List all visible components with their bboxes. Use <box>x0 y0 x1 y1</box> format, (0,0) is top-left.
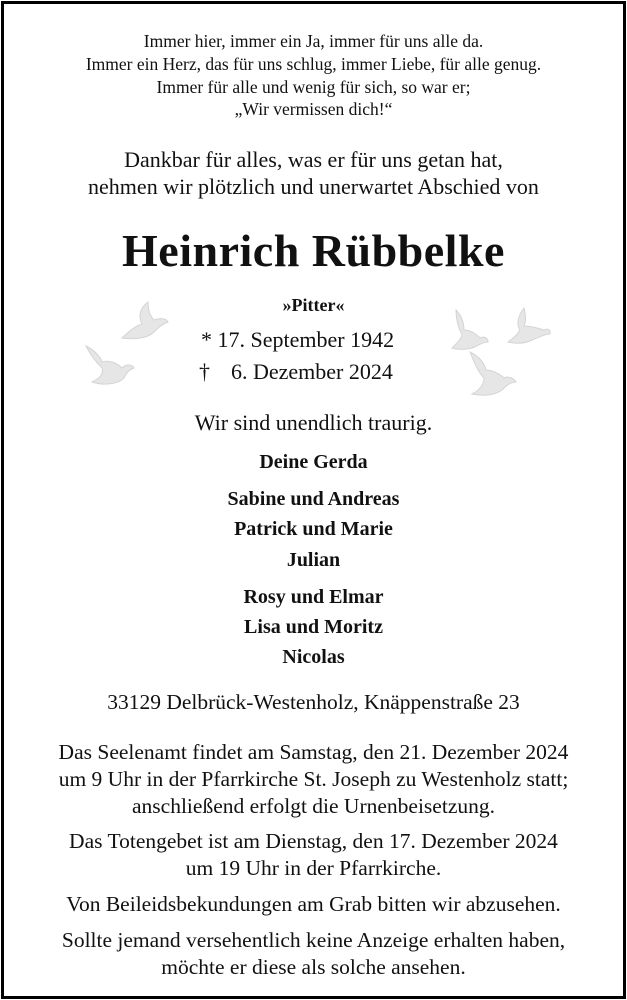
family-member: Sabine und Andreas <box>227 488 400 510</box>
poem-line: „Wir vermissen dich!“ <box>234 99 393 119</box>
intro-line: Dankbar für alles, was er für uns getan hat, <box>124 147 503 172</box>
intro-line: nehmen wir plötzlich und unerwartet Abschied von <box>88 174 539 199</box>
deceased-name: Heinrich Rübbelke <box>122 225 505 276</box>
dove-icon <box>450 308 490 352</box>
address: 33129 Delbrück-Westenholz, Knäppenstraße 23 <box>107 690 520 714</box>
family-spouse: Deine Gerda <box>259 451 368 473</box>
mourning-line: Wir sind unendlich traurig. <box>194 410 433 435</box>
service-line: anschließend erfolgt die Urnenbeisetzung. <box>132 794 495 818</box>
family-member: Patrick und Marie <box>234 518 393 540</box>
poem-line: Immer hier, immer ein Ja, immer für uns alle da. <box>143 31 484 51</box>
family-member: Nicolas <box>282 646 345 668</box>
deceased-nickname: »Pitter« <box>282 295 345 315</box>
dove-icon <box>466 348 518 398</box>
family-member: Julian <box>286 549 341 571</box>
birth-date: * 17. September 1942 <box>201 327 395 352</box>
condolence-note: Von Beileidsbekundungen am Grab bitten wir abzusehen. <box>66 892 561 916</box>
prayer-line: um 19 Uhr in der Pfarrkirche. <box>185 856 442 880</box>
service-line: Das Seelenamt findet am Samstag, den 21. Dezember 2024 <box>58 740 569 764</box>
notice-note-line: Sollte jemand versehentlich keine Anzeige erhalten haben, <box>61 928 566 952</box>
poem-line: Immer für alle und wenig für sich, so war er; <box>156 77 471 97</box>
notice-note-line: möchte er diese als solche ansehen. <box>161 955 466 979</box>
dove-icon <box>84 340 136 388</box>
service-line: um 9 Uhr in der Pfarrkirche St. Joseph zu Westenholz statt; <box>58 767 569 791</box>
poem-line: Immer ein Herz, das für uns schlug, immer Liebe, für alle genug. <box>85 54 542 74</box>
family-member: Lisa und Moritz <box>244 616 383 638</box>
family-member: Rosy und Elmar <box>243 586 384 608</box>
death-symbol: † <box>199 359 210 384</box>
prayer-line: Das Totengebet ist am Dienstag, den 17. Dezember 2024 <box>69 829 558 853</box>
dove-icon <box>118 300 170 344</box>
death-date: 6. Dezember 2024 <box>231 359 393 384</box>
dove-icon <box>504 306 552 346</box>
